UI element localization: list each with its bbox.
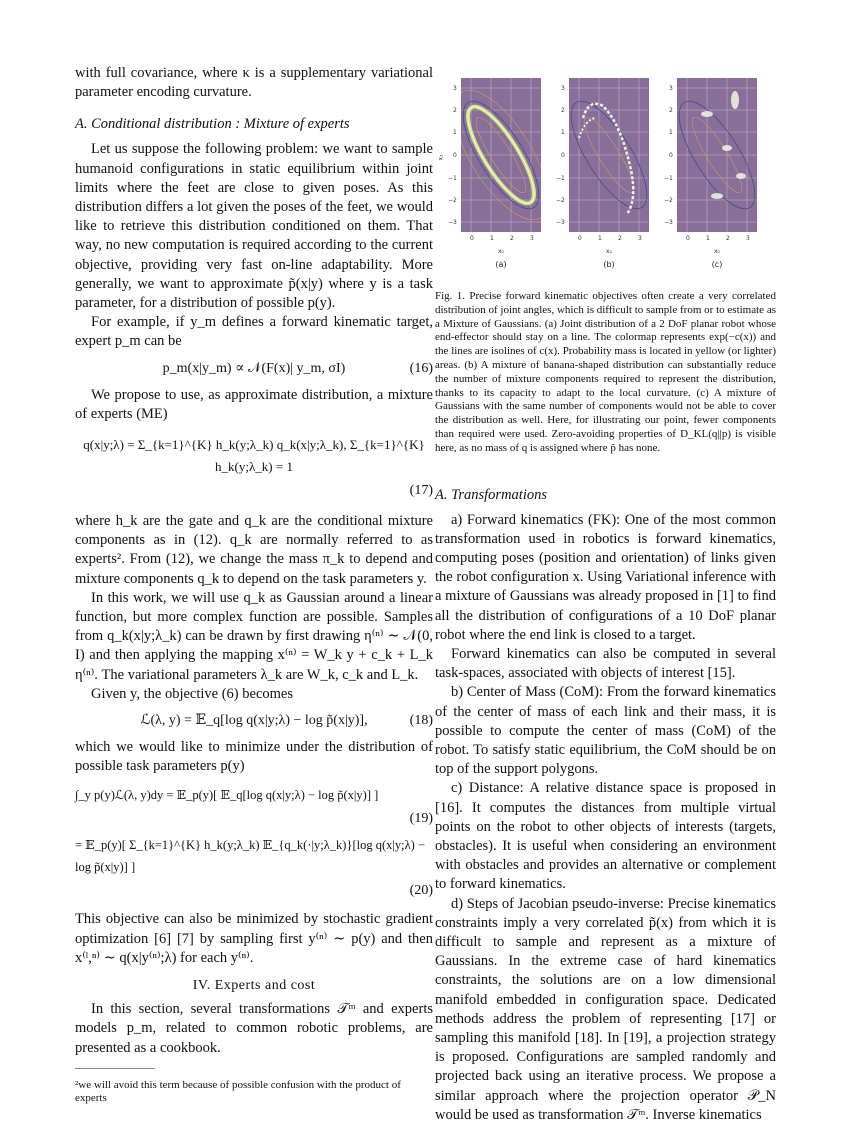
panel-a-plot: [461, 78, 541, 232]
paragraph-in-this-work: In this work, we will use q_k as Gaussian around a linear function, but more complex function are possible. Samples from q_k(x|y;λ_k) can be drawn by first drawing η⁽ⁿ⁾ ∼ 𝒩(0, I) and then applying the mapping x⁽ⁿ⁾ = W_k y + c_k + L_k η⁽ⁿ⁾. The variational parameters λ_k are W_k, c_k and L_k.: [75, 589, 433, 683]
y-tick: 2: [453, 107, 457, 114]
figure-1: [435, 72, 776, 272]
y-tick: −1: [556, 175, 565, 182]
y-tick: 0: [669, 152, 673, 159]
subsection-heading-mixture-of-experts: A. Conditional distribution : Mixture of experts: [75, 116, 350, 133]
x-tick: 2: [510, 235, 514, 242]
y-tick: 0: [453, 152, 457, 159]
x-tick: 0: [686, 235, 690, 242]
y-tick: −1: [448, 175, 457, 182]
x-tick: 0: [578, 235, 582, 242]
panel-b-plot: [569, 78, 649, 232]
equation-16-number: (16): [409, 360, 433, 376]
panel-b-label: (b): [603, 260, 615, 269]
y-tick: 1: [669, 129, 673, 136]
panel-a-label: (a): [495, 260, 507, 269]
equation-19-number: (19): [409, 811, 433, 827]
x-tick: 1: [706, 235, 710, 242]
x-tick: 1: [490, 235, 494, 242]
equation-20-body: = 𝔼_p(y)[ Σ_{k=1}^{K} h_k(y;λ_k) 𝔼_{q_k(·|y;λ_k)}[log q(x|y;λ) − log p̃(x|y)] ]: [75, 838, 425, 875]
paragraph-example: For example, if y_m defines a forward kinematic target, expert p_m can be: [75, 314, 433, 350]
paragraph-propose: We propose to use, as approximate distribution, a mixture of experts (ME): [75, 386, 433, 422]
equation-19-body: ∫_y p(y)ℒ(λ, y)dy = 𝔼_p(y)[ 𝔼_q[log q(x|y;λ) − log p̃(x|y)] ]: [75, 788, 379, 803]
paragraph-suppose: Let us suppose the following problem: we want to sample humanoid configurations in static equilibrium within joint limits where the feet are close to given poses. As this distribution differs a lot given the poses of the feet, we would like to retrieve this distribution conditioned on them. That way, no new computation is required according to the current objective, providing very fast on-line adaptability. More generally, we want to approximate p̃(x|y) where y is a task parameter, for a distribution of possible p(y).: [75, 141, 433, 312]
figure-caption: Fig. 1. Precise forward kinematic objectives often create a very correlated distribution of joint angles, which is difficult to sample from or to estimate as a Mixture of Gaussians. (a) Joint distribution of a 2 DoF planar robot whose end-effector should stay on a line. The colormap represents exp(−c(x)) and the lines are isolines of c(x). Probability mass is located in yellow (or lighter) areas. (b) A mixture of banana-shaped distribution can substantially reduce the number of mixture components required to represent the distribution, thanks to its capacity to adapt to the local curvature. (c) A mixture of Gaussians with the same number of components would not be able to cover the distribution as well. Here, for illustrating our point, fewer components than required were used. Zero-avoiding properties of D_KL(q||p) is visible here, as no mass of q is assigned where p̃ has none.: [435, 290, 776, 454]
paragraph-which: which we would like to minimize under the distribution of possible task parameters p(y): [75, 739, 433, 775]
y-tick: −2: [664, 197, 673, 204]
panel-c-svg: [677, 78, 757, 232]
y-tick: −3: [556, 219, 565, 226]
y-tick: 1: [453, 129, 457, 136]
panel-b-svg: [569, 78, 649, 232]
panel-a-x-label: x₀: [498, 248, 504, 255]
paragraph-distance: c) Distance: A relative distance space is proposed in [16]. It computes the distances from multiple virtual points on the robot to other objects of interests (targets, obstacles). It is useful when considering an environment with obstacles and provides an alternative or complement to forward kinematics.: [435, 780, 776, 893]
equation-20: [75, 834, 433, 902]
paragraph-section-intro: In this section, several transformations 𝒯ᵐ and experts models p_m, related to common robotic problems, are presented as a cookbook.: [75, 1001, 433, 1056]
y-tick: 1: [561, 129, 565, 136]
y-tick: 2: [669, 107, 673, 114]
y-tick: −2: [448, 197, 457, 204]
paragraph-where: where h_k are the gate and q_k are the conditional mixture components as in (12). q_k are normally referred to as experts². From (12), we change the mass π_k to depend and mixture components q_k to depend on the task parameters y.: [75, 513, 433, 587]
paragraph-center-of-mass: b) Center of Mass (CoM): From the forward kinematics of the center of mass of each link and their mass, it is possible to compute the center of mass (CoM) of the robot. To satisfy static equilibrium, the CoM should be on top of the support polygons.: [435, 684, 776, 778]
panel-a-svg: [461, 78, 541, 232]
equation-17: [75, 434, 433, 502]
y-tick: −3: [448, 219, 457, 226]
panel-c-x-label: x₀: [714, 248, 720, 255]
footnote: ²we will avoid this term because of possible confusion with the product of experts: [75, 1078, 401, 1104]
y-tick: −1: [664, 175, 673, 182]
y-tick: 0: [561, 152, 565, 159]
paragraph-forward-kinematics: a) Forward kinematics (FK): One of the most common transformation used in robotics is forward kinematics, computing poses (position and orientation) of links given the robot configuration x. Using Variational inference with a mixture of Gaussians was already proposed in [1] to find all the distribution of configurations of a 10 DoF planar robot where the end link is closed to a target.: [435, 511, 776, 643]
paragraph-forward-kinematics-2: Forward kinematics can also be computed in several task-spaces, associated with objects of interest [15].: [435, 645, 776, 682]
y-tick: 3: [669, 85, 673, 92]
equation-18-body: ℒ(λ, y) = 𝔼_q[log q(x|y;λ) − log p̃(x|y)],: [140, 713, 368, 729]
left-column: [75, 64, 433, 1105]
panel-c-plot: [677, 78, 757, 232]
x-tick: 2: [726, 235, 730, 242]
equation-16: [75, 358, 433, 380]
right-column: [435, 72, 776, 1125]
equation-20-number: (20): [409, 883, 433, 899]
panel-b-x-label: x₀: [606, 248, 612, 255]
y-tick: −2: [556, 197, 565, 204]
equation-17-number: (17): [409, 483, 433, 499]
x-tick: 2: [618, 235, 622, 242]
panel-c-label: (c): [711, 260, 723, 269]
paragraph-this-objective: This objective can also be minimized by stochastic gradient optimization [6] [7] by sampling first y⁽ⁿ⁾ ∼ p(y) and then x⁽ˡ,ⁿ⁾ ∼ q(x|y⁽ⁿ⁾;λ) for each y⁽ⁿ⁾.: [75, 911, 433, 966]
y-tick: −3: [664, 219, 673, 226]
subsection-heading-transformations: A. Transformations: [435, 486, 547, 503]
y-tick: 3: [561, 85, 565, 92]
x-tick: 1: [598, 235, 602, 242]
equation-18: [75, 710, 433, 732]
equation-18-number: (18): [409, 713, 433, 729]
y-tick: 2: [561, 107, 565, 114]
section-heading-experts-and-cost: IV. Experts and cost: [192, 978, 316, 994]
footnote-rule: [75, 1068, 155, 1069]
equation-19: [75, 784, 433, 830]
x-tick: 3: [530, 235, 534, 242]
x-tick: 3: [746, 235, 750, 242]
y-axis-label: x₁: [437, 154, 445, 161]
x-tick: 3: [638, 235, 642, 242]
equation-17-body: q(x|y;λ) = Σ_{k=1}^{K} h_k(y;λ_k) q_k(x|y;λ_k), Σ_{k=1}^{K} h_k(y;λ_k) = 1: [83, 437, 425, 475]
equation-16-body: p_m(x|y_m) ∝ 𝒩(F(x)| y_m, σI): [162, 360, 346, 376]
paragraph-intro: with full covariance, where κ is a supplementary variational parameter encoding curvature.: [75, 65, 433, 101]
y-tick: 3: [453, 85, 457, 92]
x-tick: 0: [470, 235, 474, 242]
paragraph-jacobian: d) Steps of Jacobian pseudo-inverse: Precise kinematics constraints imply a very correlated p̃(x) from which it is difficult to sample and represent as a mixture of Gaussians. In the extreme case of hard kinematics constraints, the solutions are on a low dimensional manifold embedded in configuration space. Dedicated methods address the problem of representing [17] or sampling this manifold [18]. In [19], a projection strategy is proposed. Configurations are sampled randomly and projected back using an iterative process. We propose a similar approach where the projection operator 𝒫_N would be used as transformation 𝒯ᵐ. Inverse kinematics: [435, 895, 776, 1123]
paragraph-given: Given y, the objective (6) becomes: [91, 685, 293, 702]
